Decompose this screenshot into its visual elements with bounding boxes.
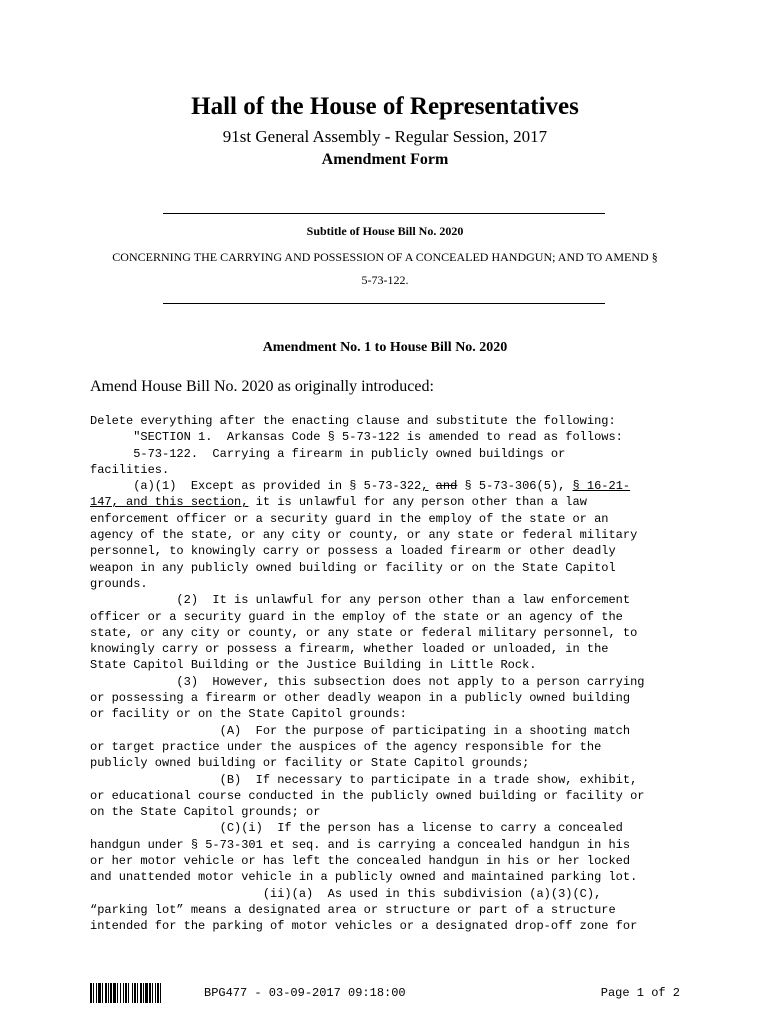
body-line: or target practice under the auspices of the agency responsible for the xyxy=(90,739,602,754)
body-line: and unattended motor vehicle in a publicly owned and maintained parking lot. xyxy=(90,870,638,885)
divider-top xyxy=(163,213,605,214)
body-line: (ii)(a) As used in this subdivision (a)(3)(C), xyxy=(90,886,602,901)
bill-description-line: 5-73-122. xyxy=(361,273,409,287)
amendment-intro: Amend House Bill No. 2020 as originally introduced: xyxy=(90,378,434,395)
deleted-text: and xyxy=(435,479,458,494)
amendment-body xyxy=(90,413,690,935)
body-line: intended for the parking of motor vehicles or a designated drop-off zone for xyxy=(90,919,638,934)
body-line: State Capitol Building or the Justice Building in Little Rock. xyxy=(90,658,537,673)
body-line: handgun under § 5-73-301 et seq. and is carrying a concealed handgun in his xyxy=(90,837,631,852)
body-line: enforcement officer or a security guard in the employ of the state or an xyxy=(90,511,609,526)
body-line: Delete everything after the enacting clause and substitute the following: xyxy=(90,414,616,428)
body-line: publicly owned building or facility or State Capitol grounds; xyxy=(90,756,530,771)
body-line: (C)(i) If the person has a license to carry a concealed xyxy=(90,821,623,836)
divider-bottom xyxy=(163,303,605,304)
page-number: Page 1 of 2 xyxy=(600,986,680,1000)
page-footer xyxy=(90,983,680,1005)
body-line: (B) If necessary to participate in a trade show, exhibit, xyxy=(90,772,638,787)
body-line: officer or a security guard in the employ of the state or an agency of the xyxy=(90,609,623,624)
body-line: or facility or on the State Capitol grounds: xyxy=(90,707,407,722)
document-title: Hall of the House of Representatives xyxy=(191,93,579,120)
body-line: (a)(1) Except as provided in § 5-73-322 xyxy=(90,479,422,494)
inserted-text: , xyxy=(421,479,429,494)
body-line: or possessing a firearm or other deadly weapon in a publicly owned building xyxy=(90,691,631,706)
body-line xyxy=(428,479,435,493)
form-name: Amendment Form xyxy=(321,151,449,168)
document-id: BPG477 - 03-09-2017 09:18:00 xyxy=(204,986,406,1000)
body-line: or her motor vehicle or has left the concealed handgun in his or her locked xyxy=(90,854,631,869)
body-line: (2) It is unlawful for any person other than a law enforcement xyxy=(90,593,631,608)
body-line: § 5-73-306(5), xyxy=(457,479,573,494)
amendment-heading: Amendment No. 1 to House Bill No. 2020 xyxy=(262,340,508,355)
body-line: "SECTION 1. Arkansas Code § 5-73-122 is amended to read as follows: xyxy=(90,430,623,445)
inserted-text: § 16-21- xyxy=(572,479,631,494)
body-line: personnel, to knowingly carry or possess a loaded firearm or other deadly xyxy=(90,544,616,559)
body-line: (A) For the purpose of participating in a shooting match xyxy=(90,723,631,738)
body-line: facilities. xyxy=(90,462,170,477)
bill-description xyxy=(90,246,680,292)
body-line: it is unlawful for any person other than a law xyxy=(248,495,587,510)
body-line: weapon in any publicly owned building or facility or on the State Capitol xyxy=(90,560,616,575)
body-line: 5-73-122. Carrying a firearm in publicly owned buildings or xyxy=(90,446,566,461)
inserted-text: 147, and this section, xyxy=(90,495,249,510)
body-line: or educational course conducted in the publicly owned building or facility or xyxy=(90,788,645,803)
body-line: state, or any city or county, or any state or federal military personnel, to xyxy=(90,625,638,640)
body-line: (3) However, this subsection does not apply to a person carrying xyxy=(90,674,645,689)
body-line: grounds. xyxy=(90,576,148,591)
body-line: agency of the state, or any city or county, or any state or federal military xyxy=(90,528,638,543)
barcode-image xyxy=(90,983,182,1003)
body-line: on the State Capitol grounds; or xyxy=(90,805,321,820)
session-subtitle: 91st General Assembly - Regular Session, 2017 xyxy=(222,127,548,146)
body-line: “parking lot” means a designated area or structure or part of a structure xyxy=(90,902,616,917)
bill-subtitle-label: Subtitle of House Bill No. 2020 xyxy=(306,224,464,238)
body-line: knowingly carry or possess a firearm, whether loaded or unloaded, in the xyxy=(90,642,609,657)
bill-description-line: CONCERNING THE CARRYING AND POSSESSION OF A CONCEALED HANDGUN; AND TO AMEND § xyxy=(112,250,658,264)
